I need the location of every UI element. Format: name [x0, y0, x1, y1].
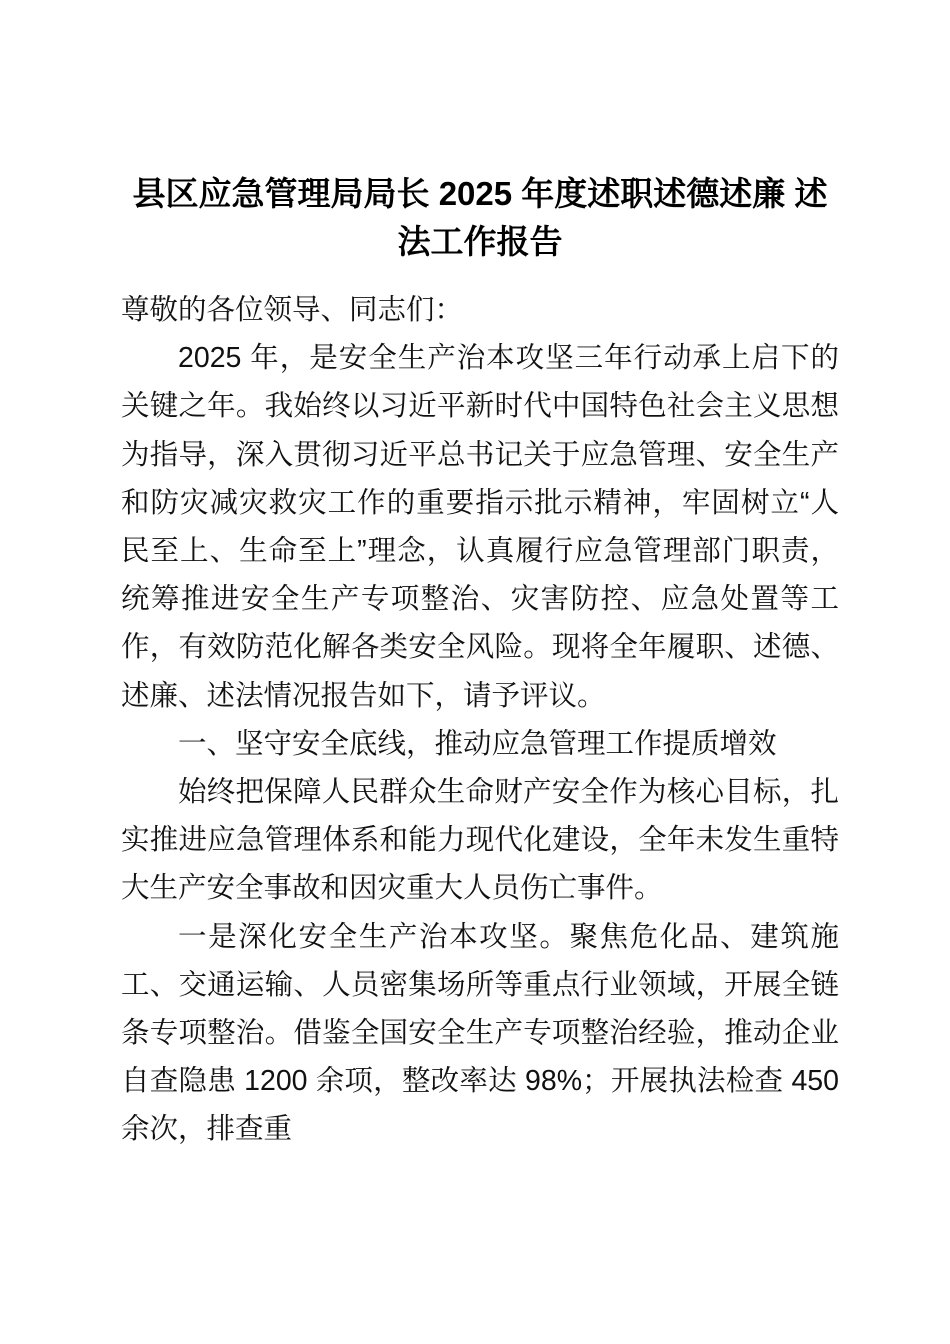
opening-paragraph: 2025 年，是安全生产治本攻坚三年行动承上启下的关键之年。我始终以习近平新时代中国特色社会主义思想为指导，深入贯彻习近平总书记关于应急管理、安全生产和防灾减灾救灾工作的重要指示批示精神，牢固树立“人民至上、生命至上”理念，认真履行应急管理部门职责，统筹推进安全生产专项整治、灾害防控、应急处置等工作，有效防范化解各类安全风险。现将全年履职、述德、述廉、述法情况报告如下，请予评议。 [121, 342, 839, 712]
section-1-paragraph-2: 一是深化安全生产治本攻坚。聚焦危化品、建筑施工、交通运输、人员密集场所等重点行业领域，开展全链条专项整治。借鉴全国安全生产专项整治经验，推动企业自查隐患 1200 余项，整改率达 98%；开展执法检查 450 余次，排查重 [121, 920, 839, 1146]
page-title-line-2: 述法工作报告 [397, 175, 828, 260]
page-title-line-1: 县区应急管理局局长 2025 年度述职述德述廉 [132, 175, 786, 212]
salutation: 尊敬的各位领导、同志们： [121, 294, 464, 326]
section-1-paragraph-1: 始终把保障人民群众生命财产安全作为核心目标，扎实推进应急管理体系和能力现代化建设，全年未发生重特大生产安全事故和因灾重大人员伤亡事件。 [121, 776, 839, 905]
page-title [121, 170, 839, 266]
section-heading-1: 一、坚守安全底线，推动应急管理工作提质增效 [178, 727, 777, 760]
document-body [121, 170, 839, 1154]
